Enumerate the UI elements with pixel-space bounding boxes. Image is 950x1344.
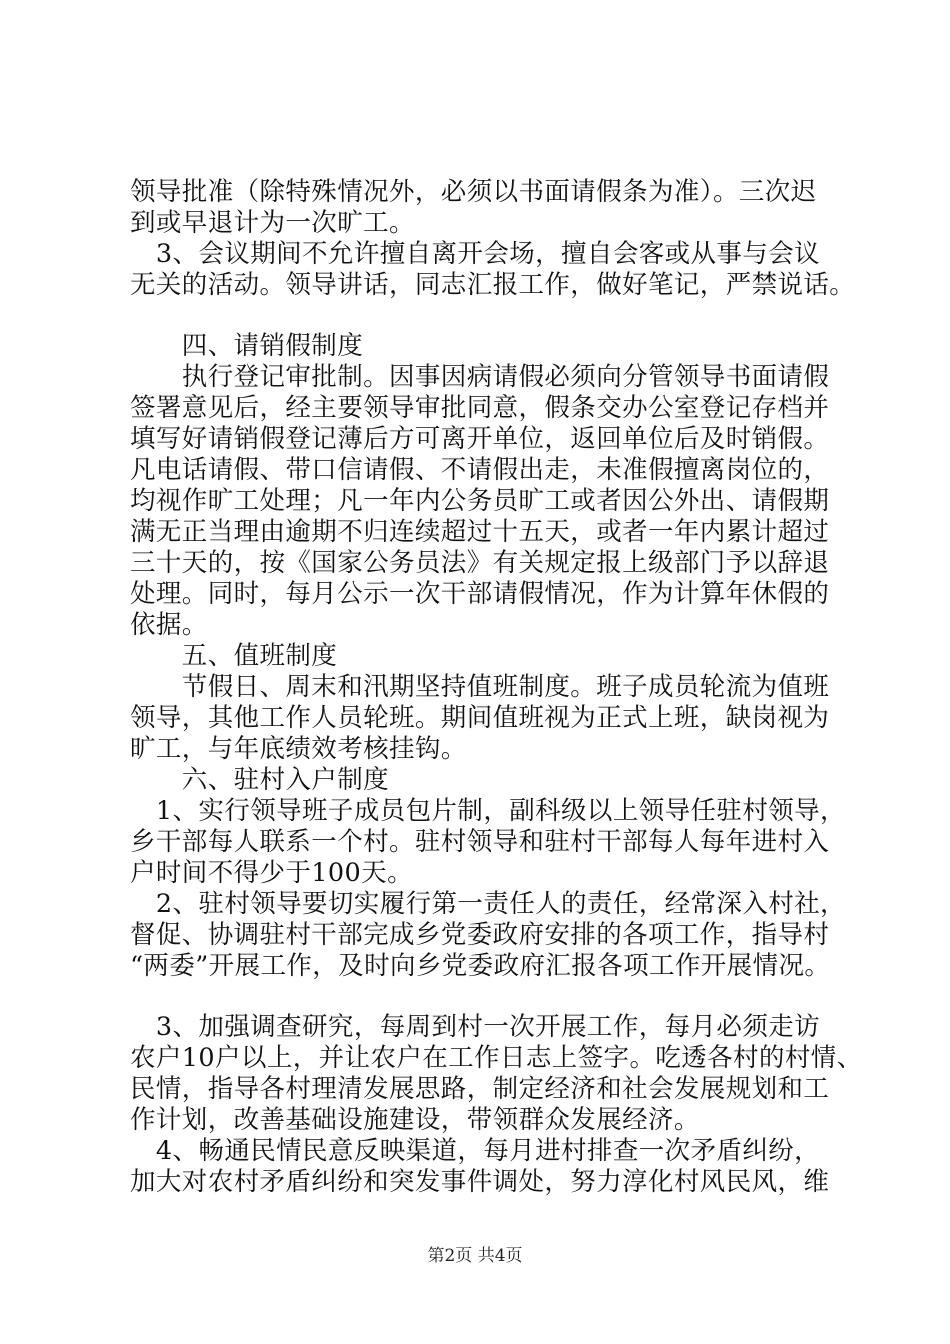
text-line: 领导批准（除特殊情况外，必须以书面请假条为准）。三次迟 [130, 177, 817, 207]
page-number-footer: 第2页 共4页 [427, 1246, 523, 1266]
text-line: 乡干部每人联系一个村。驻村领导和驻村干部每人每年进村入 [130, 827, 830, 857]
section-heading: 六、驻村入户制度 [130, 765, 390, 795]
text-line: 3、会议期间不允许擅自离开会场，擅自会客或从事与会议 [130, 239, 821, 269]
text-line: 督促、协调驻村干部完成乡党委政府安排的各项工作，指导村 [130, 920, 830, 950]
section-heading: 四、请销假制度 [130, 331, 364, 361]
text-line: 领导，其他工作人员轮班。期间值班视为正式上班，缺岗视为 [130, 703, 830, 733]
text-line: 满无正当理由逾期不归连续超过十五天，或者一年内累计超过 [130, 517, 830, 547]
text-line: 处理。同时，每月公示一次干部请假情况，作为计算年休假的 [130, 579, 830, 609]
text-line: 节假日、周末和汛期坚持值班制度。班子成员轮流为值班 [130, 672, 830, 702]
text-line: 1、实行领导班子成员包片制，副科级以上领导任驻村领导， [130, 796, 846, 826]
text-line: 三十天的，按《国家公务员法》有关规定报上级部门予以辞退 [130, 548, 830, 578]
section-heading: 五、值班制度 [130, 641, 338, 671]
text-line: 农户10户以上，并让农户在工作日志上签字。吃透各村的村情、 [130, 1043, 863, 1073]
text-line: 凡电话请假、带口信请假、不请假出走，未准假擅离岗位的， [130, 455, 830, 485]
text-line: 到或早退计为一次旷工。 [130, 208, 415, 238]
text-line: 民情，指导各村理清发展思路，制定经济和社会发展规划和工 [130, 1074, 830, 1104]
text-line: 2、驻村领导要切实履行第一责任人的责任，经常深入村社， [130, 889, 846, 919]
text-line: 户时间不得少于100天。 [130, 858, 413, 888]
text-line: 无关的活动。领导讲话，同志汇报工作，做好笔记，严禁说话。 [130, 270, 856, 300]
text-line: 旷工，与年底绩效考核挂钩。 [130, 734, 467, 764]
text-line: “两委”开展工作，及时向乡党委政府汇报各项工作开展情况。 [130, 951, 831, 981]
text-line: 4、畅通民情民意反映渠道，每月进村排查一次矛盾纠纷， [130, 1136, 821, 1166]
text-line: 签署意见后，经主要领导审批同意，假条交办公室登记存档并 [130, 393, 830, 423]
text-line: 执行登记审批制。因事因病请假必须向分管领导书面请假 [130, 362, 830, 392]
text-line: 均视作旷工处理；凡一年内公务员旷工或者因公外出、请假期 [130, 486, 830, 516]
text-line: 填写好请销假登记薄后方可离开单位，返回单位后及时销假。 [130, 424, 830, 454]
text-line: 加大对农村矛盾纠纷和突发事件调处，努力淳化村风民风，维 [130, 1167, 830, 1197]
text-line: 作计划，改善基础设施建设，带领群众发展经济。 [130, 1105, 700, 1135]
text-line: 依据。 [130, 610, 208, 640]
text-line: 3、加强调查研究，每周到村一次开展工作，每月必须走访 [130, 1012, 821, 1042]
